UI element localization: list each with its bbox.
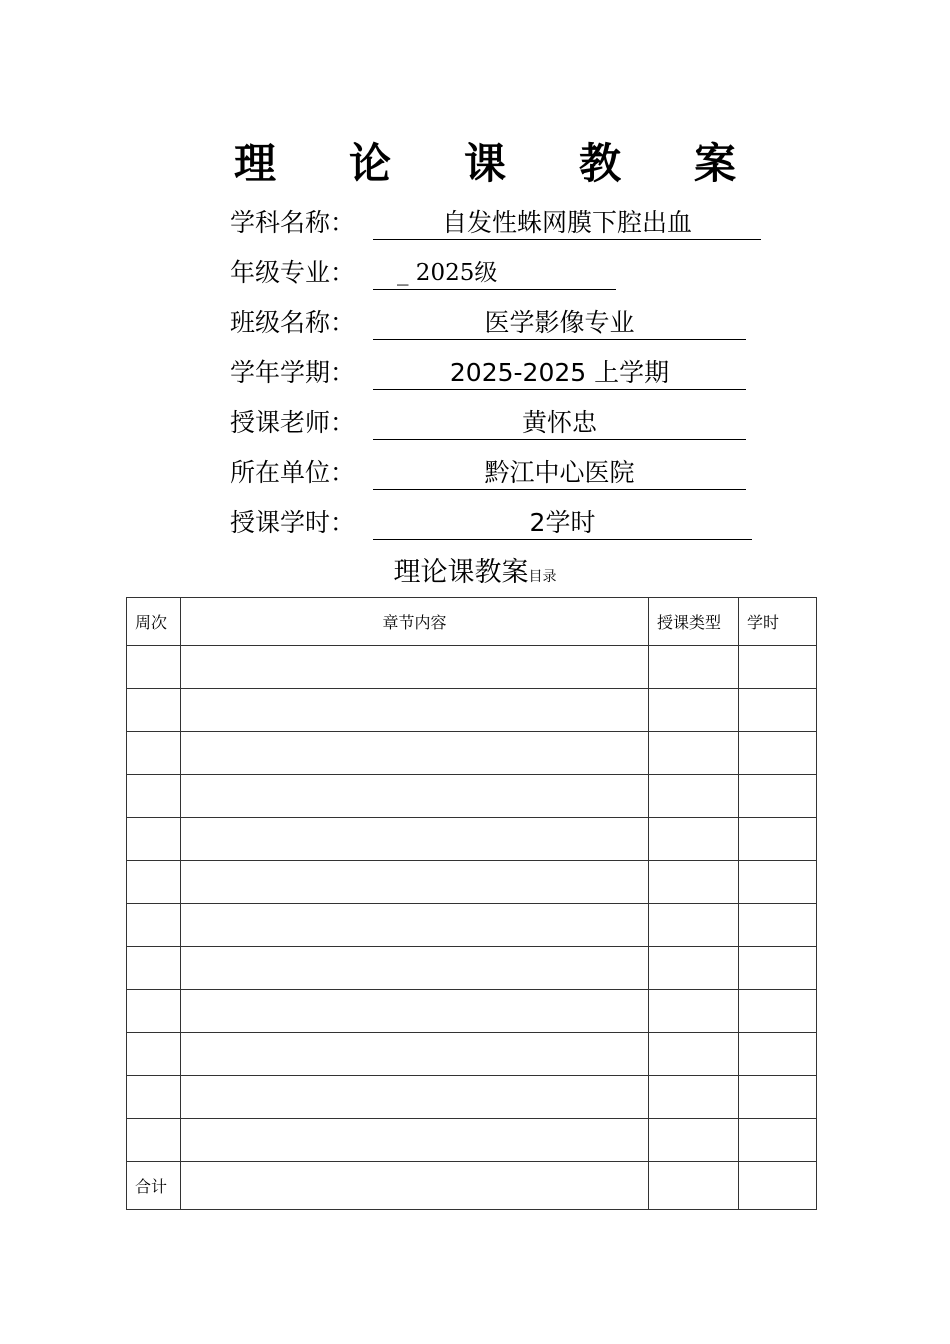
cell-week[interactable]	[127, 861, 181, 904]
term-value: 2025-2025 上学期	[373, 357, 746, 390]
toc-title-sub: 目录	[528, 569, 557, 585]
cell-content[interactable]	[181, 646, 649, 689]
cell-hours[interactable]	[739, 775, 817, 818]
title-char: 案	[693, 139, 736, 188]
table-row	[127, 1033, 817, 1076]
header-type: 授课类型	[649, 598, 739, 646]
table-row	[127, 947, 817, 990]
title-char: 教	[578, 139, 621, 188]
cell-week[interactable]	[127, 1033, 181, 1076]
total-hours-cell[interactable]	[739, 1162, 817, 1210]
unit-value: 黔江中心医院	[373, 457, 746, 490]
toc-title-main: 理论课教案	[393, 557, 529, 588]
cell-type[interactable]	[649, 818, 739, 861]
title-char: 理	[234, 139, 277, 188]
cell-type[interactable]	[649, 646, 739, 689]
subject-label: 学科名称：	[230, 208, 356, 237]
class-row	[230, 304, 746, 340]
table-row	[127, 818, 817, 861]
cell-hours[interactable]	[739, 861, 817, 904]
term-row	[230, 354, 746, 390]
cell-hours[interactable]	[739, 1119, 817, 1162]
toc-table	[126, 597, 817, 1210]
cell-hours[interactable]	[739, 990, 817, 1033]
cell-type[interactable]	[649, 861, 739, 904]
header-content: 章节内容	[181, 598, 649, 646]
cell-week[interactable]	[127, 689, 181, 732]
table-row	[127, 732, 817, 775]
cell-type[interactable]	[649, 1033, 739, 1076]
cell-type[interactable]	[649, 775, 739, 818]
grade-value: _ 2025级	[373, 257, 616, 290]
unit-label: 所在单位：	[230, 458, 356, 487]
unit-row	[230, 454, 746, 490]
cell-type[interactable]	[649, 689, 739, 732]
header-week: 周次	[127, 598, 181, 646]
cell-hours[interactable]	[739, 947, 817, 990]
class-label: 班级名称：	[230, 308, 356, 337]
cell-week[interactable]	[127, 818, 181, 861]
cell-type[interactable]	[649, 1119, 739, 1162]
teacher-value: 黄怀忠	[373, 407, 746, 440]
total-row	[127, 1162, 817, 1210]
grade-label: 年级专业：	[230, 258, 356, 287]
table-row	[127, 1119, 817, 1162]
cell-hours[interactable]	[739, 904, 817, 947]
cell-week[interactable]	[127, 904, 181, 947]
cell-hours[interactable]	[739, 1033, 817, 1076]
cell-content[interactable]	[181, 861, 649, 904]
table-row	[127, 775, 817, 818]
cell-hours[interactable]	[739, 1076, 817, 1119]
table-row	[127, 689, 817, 732]
cell-type[interactable]	[649, 990, 739, 1033]
cell-week[interactable]	[127, 1076, 181, 1119]
header-hours: 学时	[739, 598, 817, 646]
cell-week[interactable]	[127, 990, 181, 1033]
cell-hours[interactable]	[739, 818, 817, 861]
term-label: 学年学期：	[230, 358, 356, 387]
subject-row	[230, 204, 761, 240]
grade-row	[230, 254, 616, 290]
table-row	[127, 861, 817, 904]
cell-hours[interactable]	[739, 732, 817, 775]
cell-type[interactable]	[649, 904, 739, 947]
cell-hours[interactable]	[739, 689, 817, 732]
cell-content[interactable]	[181, 1033, 649, 1076]
table-row	[127, 904, 817, 947]
cell-content[interactable]	[181, 904, 649, 947]
title-char: 课	[463, 139, 506, 188]
subject-value: 自发性蛛网膜下腔出血	[373, 207, 761, 240]
cell-week[interactable]	[127, 775, 181, 818]
cell-content[interactable]	[181, 818, 649, 861]
page-title	[180, 132, 790, 196]
hours-row	[230, 504, 752, 540]
cell-content[interactable]	[181, 1119, 649, 1162]
cell-week[interactable]	[127, 1119, 181, 1162]
table-row	[127, 646, 817, 689]
class-value: 医学影像专业	[373, 307, 746, 340]
cell-week[interactable]	[127, 646, 181, 689]
cell-week[interactable]	[127, 947, 181, 990]
teacher-label: 授课老师：	[230, 408, 356, 437]
cell-content[interactable]	[181, 732, 649, 775]
hours-label: 授课学时：	[230, 508, 356, 537]
teacher-row	[230, 404, 746, 440]
cell-content[interactable]	[181, 1076, 649, 1119]
cell-type[interactable]	[649, 947, 739, 990]
hours-value: 2学时	[373, 507, 752, 540]
total-content-cell[interactable]	[181, 1162, 649, 1210]
cell-hours[interactable]	[739, 646, 817, 689]
table-row	[127, 990, 817, 1033]
cell-content[interactable]	[181, 990, 649, 1033]
total-type-cell[interactable]	[649, 1162, 739, 1210]
toc-body	[127, 646, 817, 1210]
cell-content[interactable]	[181, 775, 649, 818]
toc-header-row	[127, 598, 817, 646]
toc-title	[0, 553, 950, 597]
cell-week[interactable]	[127, 732, 181, 775]
total-label: 合计	[127, 1162, 181, 1210]
cell-type[interactable]	[649, 732, 739, 775]
table-row	[127, 1076, 817, 1119]
cell-content[interactable]	[181, 689, 649, 732]
cell-type[interactable]	[649, 1076, 739, 1119]
title-char: 论	[348, 139, 391, 188]
cell-content[interactable]	[181, 947, 649, 990]
